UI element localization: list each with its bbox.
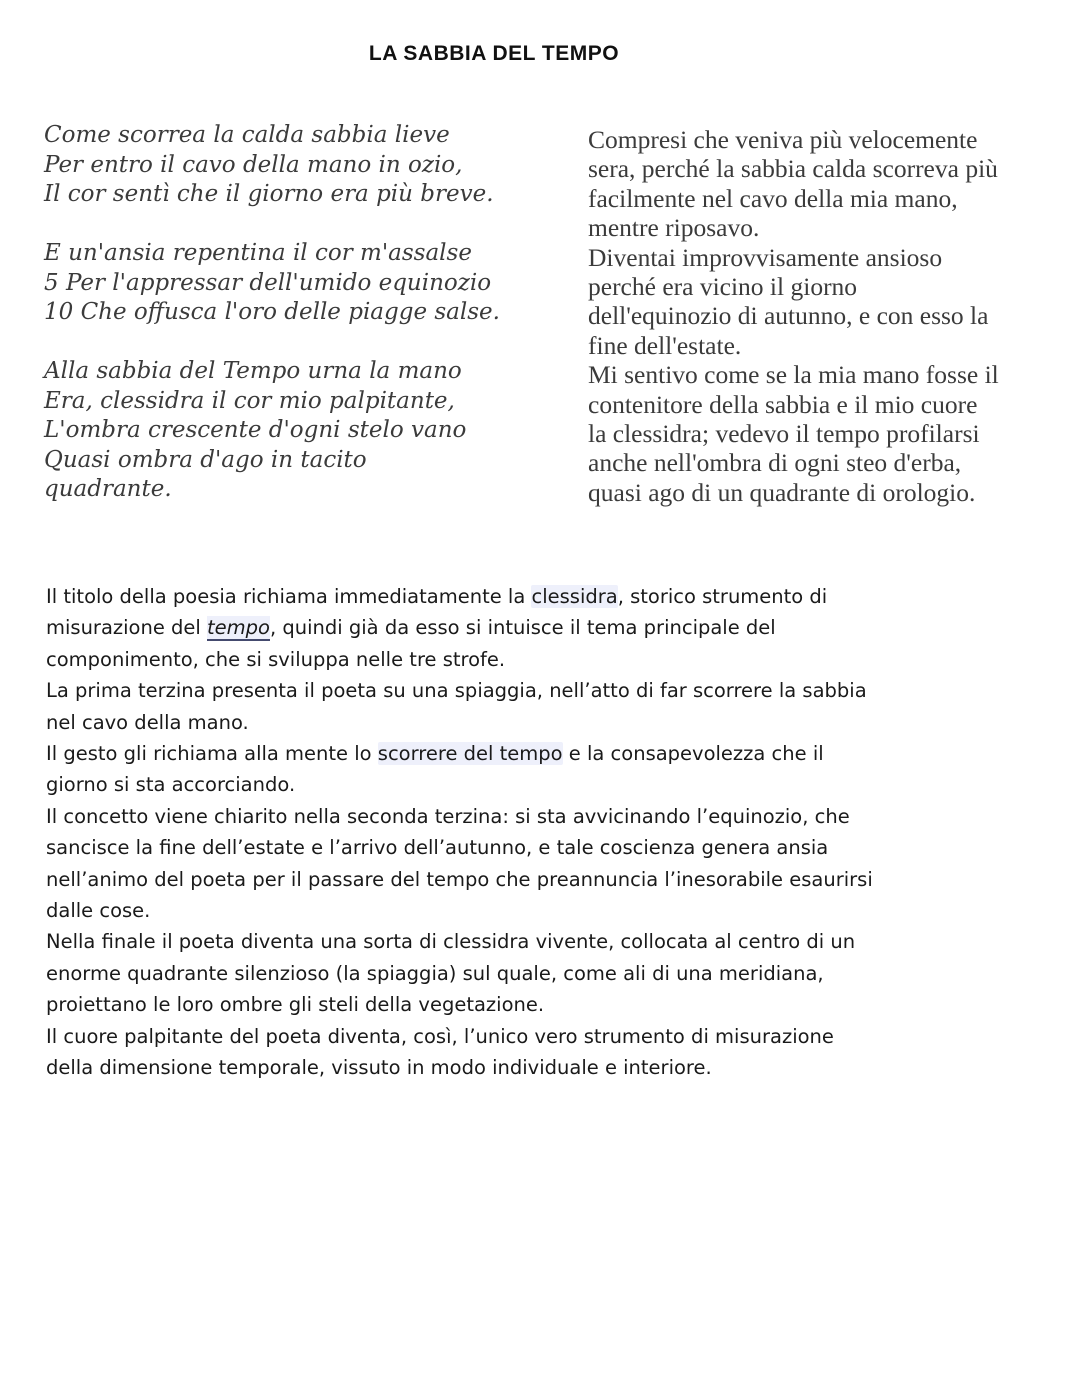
paraphrase-line: sera, perché la sabbia calda scorreva più: [588, 154, 998, 184]
text-run: Il titolo della poesia richiama immediatamente la: [46, 585, 532, 608]
commentary-line: Il cuore palpitante del poeta diventa, così, l’unico vero strumento di misurazione: [46, 1024, 834, 1048]
poem-line: L'ombra crescente d'ogni stelo vano: [44, 417, 467, 443]
commentary-line: [46, 612, 1046, 643]
text-run: , storico strumento di: [617, 585, 828, 608]
paraphrase-line: dell'equinozio di autunno, e con esso la: [588, 301, 989, 331]
paraphrase-line: mentre riposavo.: [588, 213, 760, 243]
text-run: e la consapevolezza che il: [562, 742, 824, 766]
commentary-line: sancisce la fine dell’estate e l’arrivo dell’autunno, e tale coscienza genera ansia: [46, 836, 829, 860]
paraphrase-line: anche nell'ombra di ogni steo d'erba,: [588, 448, 962, 478]
commentary-line: della dimensione temporale, vissuto in modo individuale e interiore.: [46, 1056, 712, 1080]
commentary-text: [46, 581, 1046, 1084]
paraphrase-line: Mi sentivo come se la mia mano fosse il: [588, 360, 999, 390]
poem-line: 10 Che offusca l'oro delle piagge salse.: [44, 299, 500, 325]
commentary-line: enorme quadrante silenzioso (la spiaggia) sul quale, come ali di una meridiana,: [46, 961, 824, 985]
paraphrase-line: Compresi che veniva più velocemente: [588, 125, 978, 154]
commentary-line: nel cavo della mano.: [46, 710, 249, 734]
link-tempo[interactable]: tempo: [207, 616, 270, 640]
commentary-line: Il concetto viene chiarito nella seconda terzina: si sta avvicinando l’equinozio, che: [46, 804, 850, 828]
paraphrase-line: quasi ago di un quadrante di orologio.: [588, 477, 976, 507]
commentary-line: nell’animo del poeta per il passare del tempo che preannuncia l’inesorabile esaurirsi: [46, 867, 873, 891]
poem-line: Per entro il cavo della mano in ozio,: [44, 151, 463, 178]
poem-column: [44, 121, 564, 505]
poem-line: Era, clessidra il cor mio palpitante,: [44, 387, 455, 414]
poem-line: Come scorrea la calda sabbia lieve: [44, 122, 450, 148]
paraphrase-line: Diventai improvvisamente ansioso: [588, 242, 943, 272]
commentary-line: Nella finale il poeta diventa una sorta di clessidra vivente, collocata al centro di un: [46, 930, 856, 954]
commentary-line: componimento, che si sviluppa nelle tre strofe.: [46, 647, 506, 671]
commentary-line: giorno si sta accorciando.: [46, 773, 296, 797]
page-title: LA SABBIA DEL TEMPO: [368, 42, 620, 65]
paraphrase-line: la clessidra; vedevo il tempo profilarsi: [588, 419, 980, 449]
highlighted-term-scorrere-del-tempo: scorrere del tempo: [377, 742, 563, 766]
paraphrase-line: perché era vicino il giorno: [588, 272, 858, 302]
paraphrase-line: fine dell'estate.: [588, 330, 742, 360]
text-run: misurazione del: [46, 616, 208, 640]
poem-line: E un'ansia repentina il cor m'assalse: [44, 240, 472, 266]
highlighted-term-clessidra: clessidra: [531, 585, 618, 608]
poem-line: 5 Per l'appressar dell'umido equinozio: [44, 269, 492, 296]
paraphrase-line: contenitore della sabbia e il mio cuore: [588, 389, 978, 419]
commentary-line: proiettano le loro ombre gli steli della vegetazione.: [46, 993, 545, 1017]
stanza-break: [44, 328, 564, 358]
text-run: , quindi già da esso si intuisce il tema principale del: [269, 616, 776, 640]
poem-line: Quasi ombra d'ago in tacito: [44, 446, 367, 473]
paraphrase-line: facilmente nel cavo della mia mano,: [588, 183, 958, 213]
paraphrase-column: [588, 125, 1058, 507]
text-run: Il gesto gli richiama alla mente lo: [46, 742, 378, 766]
commentary-line: La prima terzina presenta il poeta su una spiaggia, nell’atto di far scorrere la sabbia: [46, 679, 867, 703]
poem-line: quadrante.: [44, 476, 172, 502]
stanza-break: [44, 210, 564, 240]
poem-line: Il cor sentì che il giorno era più breve.: [44, 181, 494, 207]
commentary-line: [46, 581, 1046, 612]
commentary-line: [46, 738, 1046, 769]
commentary-line: dalle cose.: [46, 899, 151, 923]
poem-line: Alla sabbia del Tempo urna la mano: [44, 358, 462, 384]
